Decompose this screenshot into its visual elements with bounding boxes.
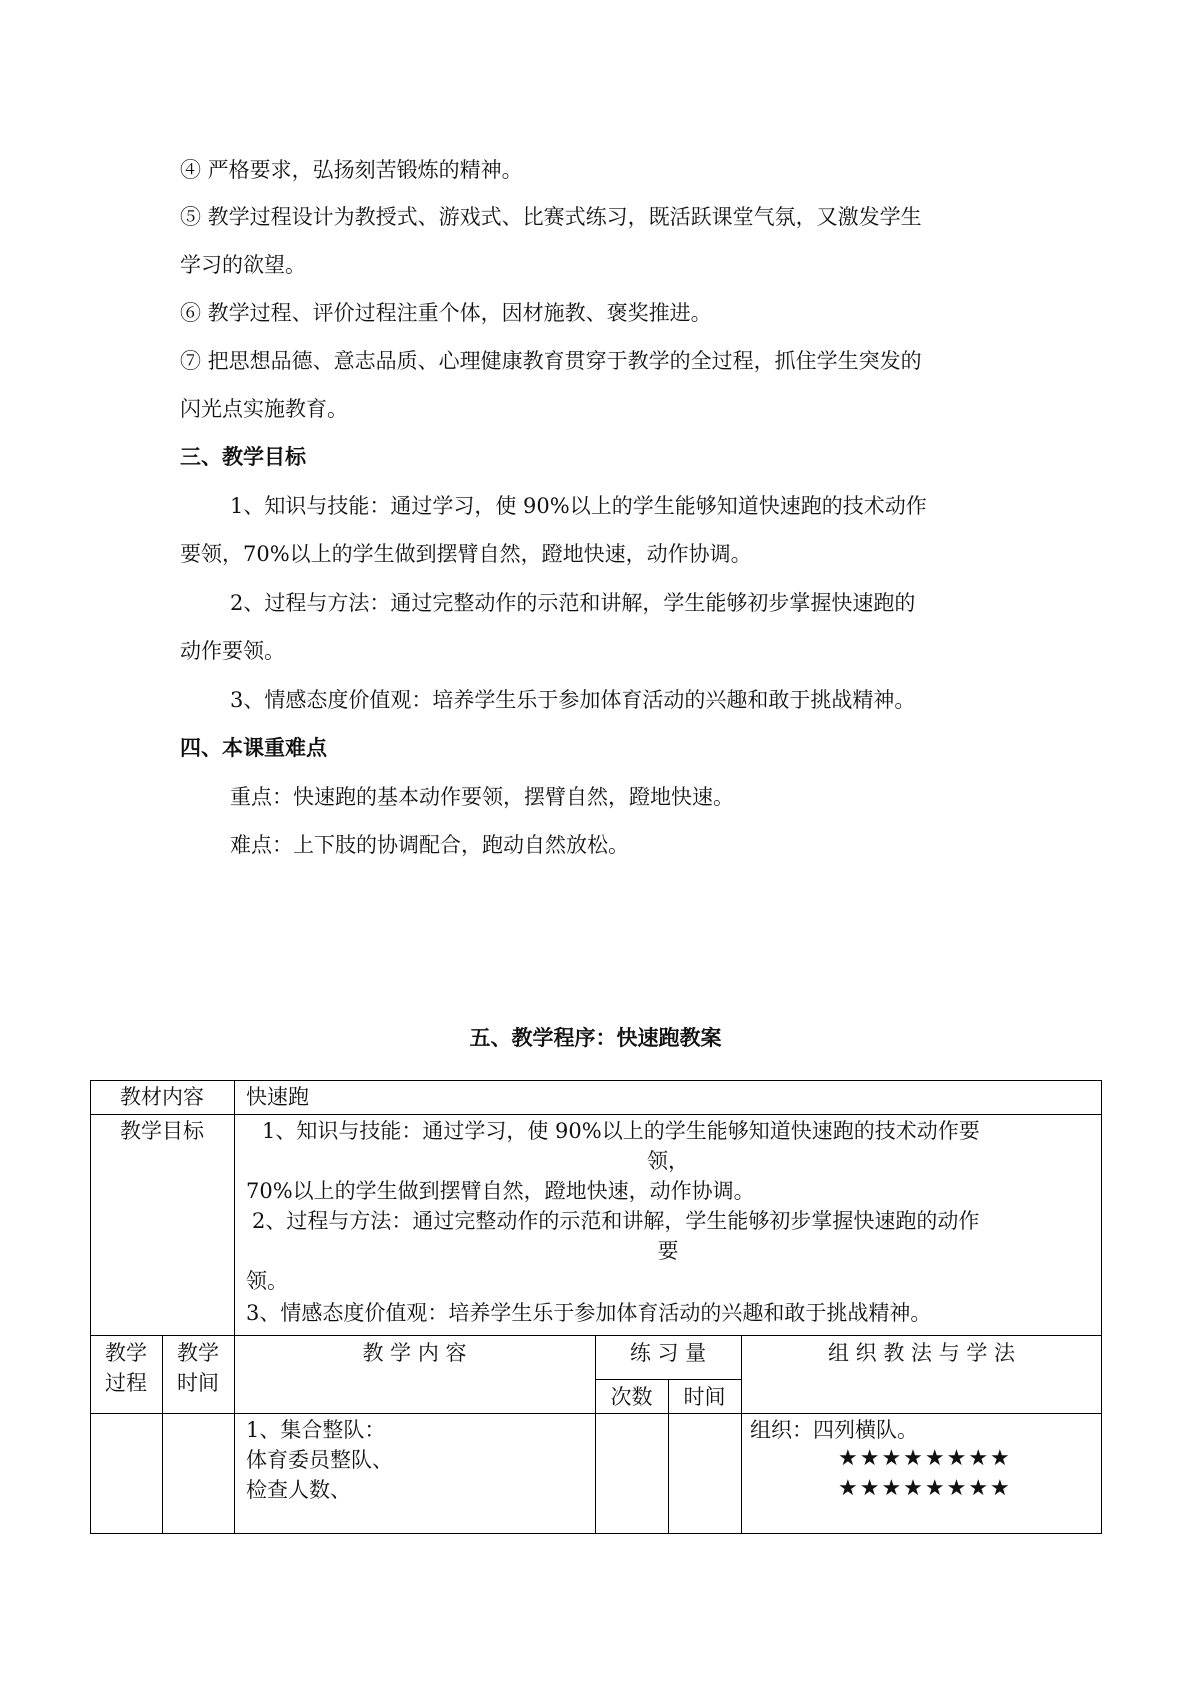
table-rule: [90, 1080, 1102, 1081]
formation-stars-row: ★★★★★★★★: [838, 1446, 1012, 1471]
header-duration: 时间: [683, 1385, 726, 1409]
section-heading-key-points: 四、本课重难点: [180, 735, 327, 760]
table-rule: [90, 1080, 91, 1534]
formation-stars-row: ★★★★★★★★: [838, 1476, 1012, 1501]
header-time-line: 教学: [177, 1341, 219, 1365]
header-time-line: 时间: [177, 1371, 219, 1395]
header-process-line: 教学: [105, 1341, 147, 1365]
table-rule: [90, 1533, 1102, 1534]
header-content: 教 学 内 容: [362, 1341, 467, 1365]
goal-line: 要: [657, 1239, 679, 1263]
header-count: 次数: [610, 1385, 653, 1409]
section-heading-goals: 三、教学目标: [180, 444, 306, 469]
paragraph-item-6: ⑥ 教学过程、评价过程注重个体，因材施教、褒奖推进。: [180, 301, 712, 325]
goal-line: 1、知识与技能：通过学习，使 90%以上的学生能够知道快速跑的技术动作要: [262, 1119, 980, 1143]
paragraph-item-5: ⑤ 教学过程设计为教授式、游戏式、比赛式练习，既活跃课堂气氛，又激发学生: [180, 205, 922, 229]
goal-line: 3、情感态度价值观：培养学生乐于参加体育活动的兴趣和敢于挑战精神。: [246, 1301, 932, 1325]
content-line: 1、集合整队：: [246, 1418, 386, 1442]
goal-process: 2、过程与方法：通过完整动作的示范和讲解，学生能够初步掌握快速跑的: [230, 591, 916, 615]
lesson-plan-table: [90, 1080, 1102, 1534]
organization-text: 组织：四列横队。: [750, 1418, 918, 1442]
goal-line: 2、过程与方法：通过完整动作的示范和讲解，学生能够初步掌握快速跑的动作: [252, 1209, 980, 1233]
label-material: 教材内容: [120, 1085, 204, 1109]
key-point: 重点：快速跑的基本动作要领，摆臂自然，蹬地快速。: [230, 785, 734, 809]
table-rule: [90, 1413, 1102, 1414]
goal-knowledge: 1、知识与技能：通过学习，使 90%以上的学生能够知道快速跑的技术动作: [230, 494, 927, 518]
paragraph-item-7-cont: 闪光点实施教育。: [180, 397, 348, 421]
goal-line: 70%以上的学生做到摆臂自然，蹬地快速，动作协调。: [246, 1179, 755, 1203]
goal-line: 领。: [246, 1269, 288, 1293]
table-rule: [90, 1114, 1102, 1115]
header-process: [90, 1338, 162, 1398]
content-line: 体育委员整队、: [246, 1448, 393, 1472]
content-line: 检查人数、: [246, 1478, 351, 1502]
paragraph-item-7: ⑦ 把思想品德、意志品质、心理健康教育贯穿于教学的全过程，抓住学生突发的: [180, 349, 922, 373]
paragraph-item-5-cont: 学习的欲望。: [180, 253, 306, 277]
goal-process-cont: 动作要领。: [180, 639, 285, 663]
label-goals: 教学目标: [120, 1119, 204, 1143]
header-method: 组 织 教 法 与 学 法: [827, 1341, 1016, 1365]
table-title: 五、教学程序：快速跑教案: [469, 1025, 722, 1050]
difficult-point: 难点：上下肢的协调配合，跑动自然放松。: [230, 833, 629, 857]
header-time: [162, 1338, 234, 1398]
header-process-line: 过程: [105, 1371, 147, 1395]
header-practice: 练 习 量: [629, 1341, 707, 1365]
table-rule: [90, 1335, 1102, 1336]
goal-line: 领，: [647, 1149, 689, 1173]
goal-attitude: 3、情感态度价值观：培养学生乐于参加体育活动的兴趣和敢于挑战精神。: [230, 688, 916, 712]
goal-knowledge-cont: 要领，70%以上的学生做到摆臂自然，蹬地快速，动作协调。: [180, 542, 752, 566]
paragraph-item-4: ④ 严格要求，弘扬刻苦锻炼的精神。: [180, 158, 523, 182]
value-material: 快速跑: [246, 1085, 309, 1109]
